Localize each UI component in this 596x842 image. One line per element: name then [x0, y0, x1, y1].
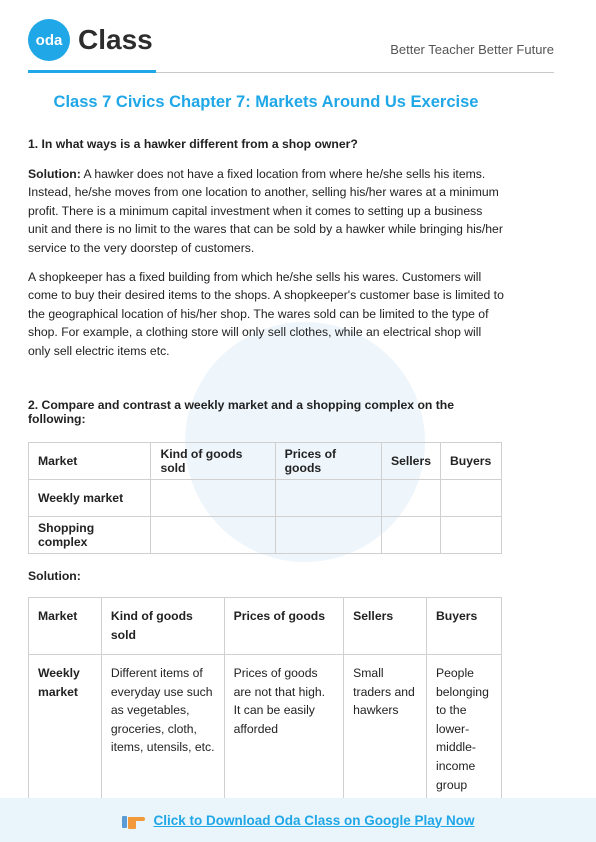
- table-cell: Small traders and hawkers: [344, 655, 427, 804]
- question-2: 2. Compare and contrast a weekly market and a shopping complex on the following:: [28, 398, 454, 427]
- table-header-cell: Market: [29, 443, 151, 480]
- page-title: Class 7 Civics Chapter 7: Markets Around Us Exercise: [53, 93, 479, 111]
- table-cell: People belonging to the lower-middle-income group: [426, 655, 501, 804]
- download-banner[interactable]: [0, 798, 596, 842]
- row-label: Shopping complex: [29, 517, 151, 554]
- table-cell: Prices of goods are not that high. It can be easily afforded: [224, 655, 344, 804]
- table-row: [29, 655, 502, 804]
- page-content: [28, 90, 504, 810]
- pointing-hand-icon: [121, 809, 145, 831]
- logo-mark: oda: [28, 19, 70, 61]
- question-1: 1. In what ways is a hawker different from a shop owner?: [28, 137, 358, 151]
- table-header-cell: Sellers: [382, 443, 441, 480]
- row-label: Weekly market: [29, 655, 102, 804]
- table-header-row: [29, 443, 502, 480]
- table-cell: [275, 480, 381, 517]
- solution-table: [28, 597, 502, 810]
- table-cell: Different items of everyday use such as vegetables, groceries, cloth, items, utensils, etc.: [101, 655, 224, 804]
- table-cell: [440, 480, 501, 517]
- table-cell: [275, 517, 381, 554]
- table-cell: [151, 517, 275, 554]
- header-accent-bar: [28, 70, 156, 73]
- table-cell: [382, 480, 441, 517]
- row-label: Weekly market: [29, 480, 151, 517]
- q1-answer-para-1: [28, 165, 504, 257]
- table-header-cell: Prices of goods: [275, 443, 381, 480]
- solution-label: Solution:: [28, 569, 81, 584]
- logo-text: Class: [78, 24, 153, 55]
- oda-class-logo: [28, 19, 153, 61]
- solution-label: Solution:: [28, 167, 81, 181]
- google-play-download-link[interactable]: Click to Download Oda Class on Google Play Now: [153, 812, 475, 828]
- table-row: [29, 480, 502, 517]
- q1-answer-para-2: A shopkeeper has a fixed building from which he/she sells his wares. Customers will come to buy their desired items to the shops. A shopkeeper's customer base is limited to the geographical location of his/her shop. The wares sold can be limited to the type of shop. For example, a clothing store will only sell clothes, while an electrical shop will only sell electric items etc.: [28, 270, 504, 358]
- table-header-cell: Prices of goods: [224, 598, 344, 655]
- table-header-cell: Buyers: [440, 443, 501, 480]
- table-header-cell: Kind of goods sold: [101, 598, 224, 655]
- table-cell: [151, 480, 275, 517]
- table-row: [29, 517, 502, 554]
- q1-answer-text-1: A hawker does not have a fixed location from where he/she sells his items. Instead, he/she moves from one location to another, selling his/her wares at a minimum profit. There is a minimum capital investment when it comes to setting up a business unit and there is no limit to the wares that can be sold by a hawker while bringing his/her service to the very doorstep of customers.: [28, 167, 503, 255]
- table-header-cell: Sellers: [344, 598, 427, 655]
- table-header-row: [29, 598, 502, 655]
- table-header-cell: Kind of goods sold: [151, 443, 275, 480]
- comparison-table-blank: [28, 442, 502, 554]
- tagline: Better Teacher Better Future: [390, 42, 554, 57]
- table-header-cell: Buyers: [426, 598, 501, 655]
- table-cell: [382, 517, 441, 554]
- table-cell: [440, 517, 501, 554]
- table-header-cell: Market: [29, 598, 102, 655]
